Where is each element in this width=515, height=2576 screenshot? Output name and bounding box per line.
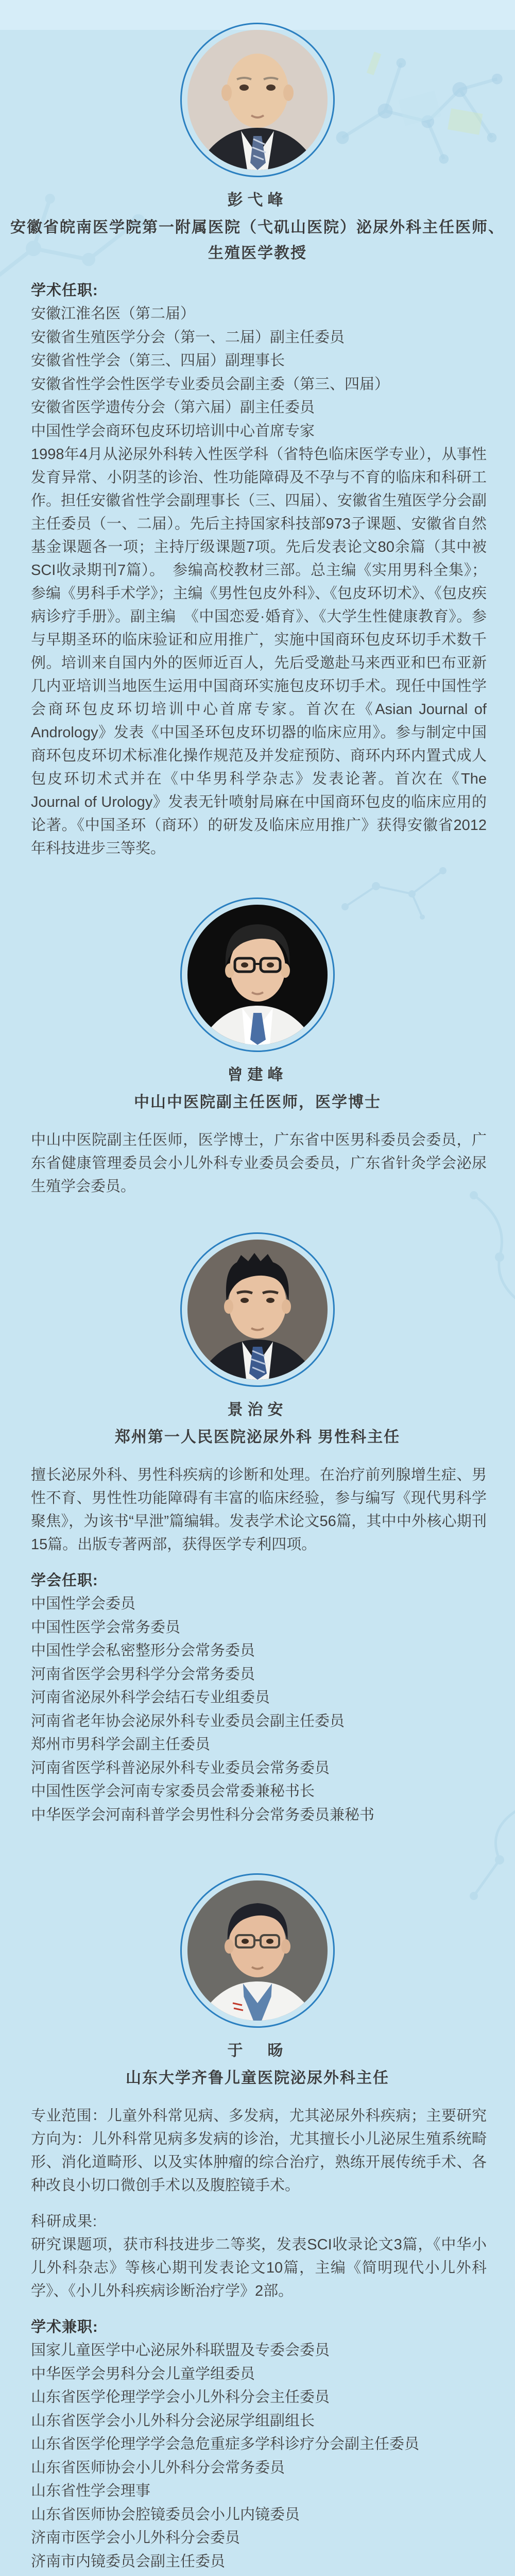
role-item: 山东省医师协会腔镜委员会小儿内镜委员 [31, 2506, 300, 2523]
doctor-card-jing-zhian [0, 1198, 515, 1827]
doctor-photo [187, 1880, 328, 2021]
doctor-title-line: 山东大学齐鲁儿童医院泌尿外科主任 [126, 2070, 389, 2087]
doctor-details [31, 1464, 487, 1827]
role-item: 中国性医学会常务委员 [31, 1619, 181, 1636]
role-item: 河南省医学会男科学分会常务委员 [31, 1666, 255, 1683]
doctor-name: 彭弋峰 [227, 192, 288, 209]
role-item: 济南市医学会小儿外科分会委员 [31, 2530, 241, 2546]
doctor-details [31, 279, 487, 860]
role-item: 安徽省生殖医学分会（第一、二届）副主任委员 [31, 329, 345, 346]
doctor-card-peng-yifeng [0, 0, 515, 860]
doctor-name: 景治安 [227, 1401, 288, 1418]
doctor-details [31, 1129, 487, 1198]
roles-list [31, 2339, 487, 2576]
doctor-title-line: 安徽省皖南医学院第一附属医院（弋矶山医院）泌尿外科主任医师、 [10, 219, 505, 236]
doctor-title [0, 1090, 515, 1115]
portrait-ring [180, 1232, 335, 1387]
role-item: 安徽省性学会性医学专业委员会副主委（第三、四届） [31, 376, 390, 393]
doctor-photo [187, 905, 328, 1045]
doctor-details [31, 2105, 487, 2576]
role-item: 郑州市男科学会副主任委员 [31, 1736, 211, 1753]
doctor-photo [187, 1240, 328, 1380]
portrait-ring [180, 1873, 335, 2028]
section-heading: 学术兼职: [31, 2319, 98, 2335]
role-item: 安徽省医学遗传分会（第六届）副主任委员 [31, 399, 315, 416]
doctor-bio: 专业范围：儿童外科常见病、多发病，尤其泌尿外科疾病；主要研究方向为：儿外科常见病多发病的诊治，尤其擅长小儿泌尿生殖系统畸形、消化道畸形、以及实体肿瘤的综合治疗，熟练开展传统手术、各种改良小切口微创手术以及腹腔镜手术。 [31, 2108, 487, 2194]
role-item: 山东省性学会理事 [31, 2483, 151, 2499]
section-heading: 学术任职: [31, 282, 98, 299]
role-item: 中国性学会私密整形分会常务委员 [31, 1642, 255, 1659]
role-item: 河南省泌尿外科学会结石专业组委员 [31, 1689, 270, 1706]
role-item: 济南市内镜委员会副主任委员 [31, 2553, 226, 2570]
doctor-card-yu-yang [0, 1827, 515, 2576]
doctor-bio: 擅长泌尿外科、男性科疾病的诊断和处理。在治疗前列腺增生症、男性不育、男性性功能障碍有丰富的临床经验，参与编写《现代男科学聚焦》，为该书“早泄”篇编辑。发表学术论文56篇，其中中外核心期刊15篇。出版专著两部，获得医学专利四项。 [31, 1467, 487, 1553]
role-item: 河南省医学科普泌尿外科专业委员会常务委员 [31, 1759, 330, 1776]
doctor-title [0, 2065, 515, 2091]
role-item: 山东省医师协会小儿外科分会常务委员 [31, 2459, 285, 2476]
role-item: 山东省医学伦理学学会小儿外科分会主任委员 [31, 2389, 330, 2405]
doctor-title [0, 1425, 515, 1450]
doctor-title-line: 郑州第一人民医院泌尿外科 男性科主任 [114, 1429, 401, 1446]
role-item: 中国性医学会河南专家委员会常委兼秘书长 [31, 1783, 315, 1800]
role-item: 中华医学会男科分会儿童学组委员 [31, 2365, 255, 2382]
portrait-ring [180, 897, 335, 1052]
doctor-title [0, 215, 515, 266]
portrait-ring [180, 23, 335, 177]
role-item: 中国性学会商环包皮环切培训中心首席专家 [31, 422, 315, 439]
doctor-bio: 中山中医院副主任医师，医学博士，广东省中医男科委员会委员，广东省健康管理委员会小儿外科专业委员会委员，广东省针灸学会泌尿生殖学会委员。 [31, 1132, 487, 1195]
role-item: 山东省医学会小儿外科分会泌尿学组副组长 [31, 2412, 315, 2429]
role-item: 国家儿童医学中心泌尿外科联盟及专委会委员 [31, 2342, 330, 2359]
roles-list [31, 1592, 487, 1827]
role-item: 安徽江淮名医（第二届） [31, 306, 196, 322]
role-item: 河南省老年协会泌尿外科专业委员会副主任委员 [31, 1713, 345, 1730]
role-item: 中国性学会委员 [31, 1596, 136, 1612]
doctor-title-line: 生殖医学教授 [208, 245, 307, 262]
doctor-card-zeng-jianfeng [0, 860, 515, 1198]
section-heading: 学会任职: [31, 1572, 98, 1589]
role-item: 安徽省性学会（第三、四届）副理事长 [31, 352, 285, 369]
role-item: 中华医学会河南科普学会男性科分会常务委员兼秘书 [31, 1806, 375, 1823]
role-item [31, 2573, 487, 2576]
doctor-bio: 1998年4月从泌尿外科转入性医学科（省特色临床医学专业），从事性发育异常、小阴茎的诊治、性功能障碍及不孕与不育的临床和科研工作。担任安徽省性学会副理事长（三、四届）、安徽省生殖医学分会副主任委员（一、二届）。先后主持国家科技部973子课题、安徽省自然基金课题各一项；主持厅级课题7项。先后发表论文80余篇（其中被SCI收录期刊7篇）。 参编高校教材三部。总主编《实用男科全集》；参编《男科手术学》；主编《男性包皮外科》、《包皮环切术》、《包皮疾病诊疗手册》。副主编 《中国恋爱·婚育》、《大学生性健康教育》。参与早期圣环的临床验证和应用推广，实施中国商环包皮环切手术数千例。培训来自国内外的医师近百人，先后受邀赴马来西亚和巴布亚新几内亚培训当地医生运用中国商环实施包皮环切手术。现任中国性学会商环包皮环切培训中心首席专家。首次在《Asian Journal of Andrology》发表《中国圣环包皮环切器的临床应用》。参与制定中国商环包皮环切术标准化操作规范及并发症预防、商环内环内置式成人包皮环切术式并在《中华男科学杂志》发表论著。首次在《The Journal of Urology》发表无针喷射局麻在中国商环包皮的临床应用的论著。《中国圣环（商环）的研发及临床应用推广》获得安徽省2012年科技进步三等奖。 [31, 446, 487, 857]
doctor-name: 于 旸 [227, 2042, 288, 2059]
role-item: 山东省医学伦理学学会急危重症多学科诊疗分会副主任委员 [31, 2436, 420, 2452]
doctor-title-line: 中山中医院副主任医师，医学博士 [134, 1094, 381, 1111]
roles-list [31, 302, 487, 443]
doctor-photo [187, 30, 328, 170]
doctor-achievements: 研究课题项，获市科技进步二等奖，发表SCI收录论文3篇，《中华小儿外科杂志》等核心期刊发表论文10篇，主编《简明现代小儿外科学》、《小儿外科疾病诊断治疗学》2部。 [31, 2236, 487, 2299]
section-heading: 科研成果: [31, 2213, 98, 2230]
doctor-name: 曾建峰 [227, 1066, 288, 1083]
